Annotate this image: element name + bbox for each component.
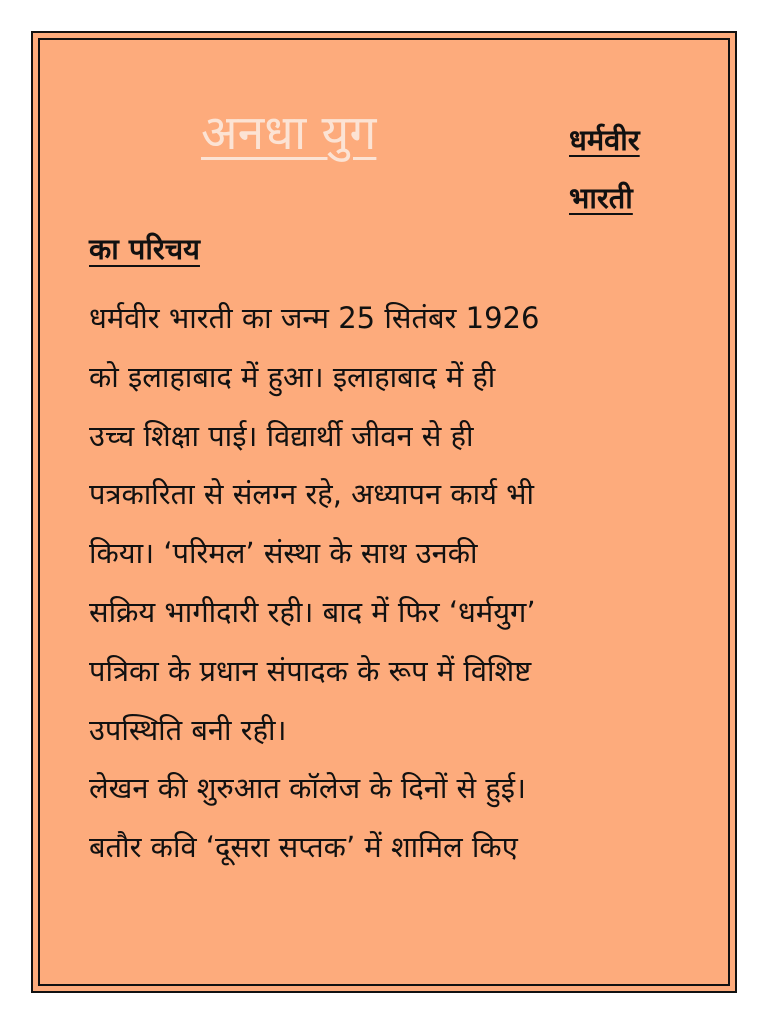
- author-name-line-1: धर्मवीर: [569, 123, 640, 157]
- body-text: [89, 289, 689, 877]
- body-line: बतौर कवि ‘दूसरा सप्तक’ में शामिल किए: [89, 830, 518, 865]
- document-title: अनधा युग: [201, 105, 377, 161]
- body-line: को इलाहाबाद में हुआ। इलाहाबाद में ही: [89, 359, 496, 394]
- body-line: किया। ‘परिमल’ संस्था के साथ उनकी: [89, 536, 478, 571]
- body-line: सक्रिय भागीदारी रही। बाद में फिर ‘धर्मयुग’: [89, 594, 536, 629]
- author-name-line-2: भारती: [569, 181, 633, 215]
- body-line: धर्मवीर भारती का जन्म 25 सितंबर 1926: [89, 301, 540, 335]
- body-line: पत्रिका के प्रधान संपादक के रूप में विशिष्ट: [89, 653, 532, 688]
- body-line: उच्च शिक्षा पाई। विद्यार्थी जीवन से ही: [89, 418, 474, 453]
- body-line: लेखन की शुरुआत कॉलेज के दिनों से हुई।: [89, 771, 527, 806]
- page-border-outer: [31, 31, 737, 993]
- body-line: उपस्थिति बनी रही।: [89, 712, 287, 747]
- body-line: पत्रकारिता से संलग्न रहे, अध्यापन कार्य भी: [89, 477, 535, 512]
- author-name: [569, 111, 640, 227]
- section-heading: का परिचय: [89, 232, 200, 266]
